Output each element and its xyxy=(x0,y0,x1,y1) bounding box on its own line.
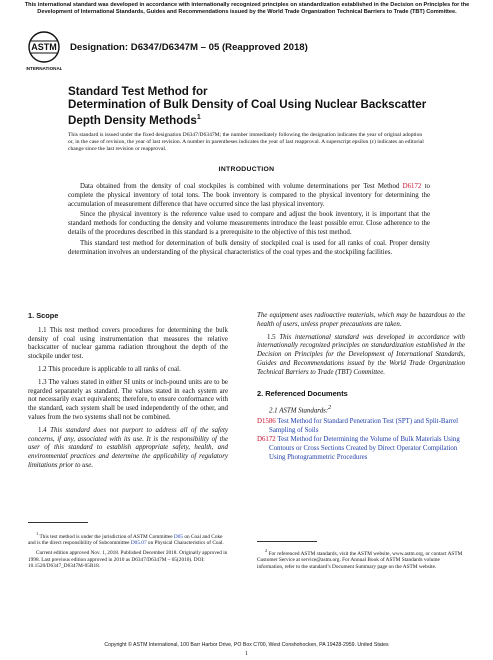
footnote-2-text: $^2$ For referenced ASTM standards, visit the ASTM website, www.astm.org, or contact ASTM Customer Service at service@astm.org. For Annual Book of ASTM Standards volume information, refer to the standard’s Document Summary page on the ASTM website. xyxy=(257,548,463,570)
intro-paragraph-1: Data obtained from the density of coal stockpiles is combined with volume determinations per Test Method D6172 to complete the physical inventory of total tons. The book inventory is compared to the physical inventory for determining the accumulation of measurement difference that have occurred since the last physical inventory. xyxy=(68,183,430,208)
scope-1-3: 1.3 The values stated in either SI units or inch-pound units are to be regarded separately as standard. The values stated in each system are not necessarily exact equivalents; therefore, to ensure conformance with the standard, each system shall be used independently of the other, and values from the two systems shall not be combined. xyxy=(28,378,228,421)
referenced-documents-heading: 2. Referenced Documents xyxy=(257,388,348,398)
intro-paragraph-2: Since the physical inventory is the reference value used to compare and adjust the book inventory, it is important that the standard methods for conducting the density and volume measurements introduce the least possible error. Close adherence to the details of the procedures described in this standard is a prerequisite to the objective of this test method. xyxy=(68,211,430,236)
footnote-1 xyxy=(28,531,228,573)
tbt-notice: This international standard was developed in accordance with internationally recognized principles on standardization established in the Decision on Principles for the Development of International Standards, Guides and Recommendations issued by the World Trade Organization Technical Barriers to Trade (TBT) Committee. xyxy=(24,2,470,15)
right-column xyxy=(257,312,465,462)
svg-text:ASTM: ASTM xyxy=(31,42,57,52)
footnote-1-edition: Current edition approved Nov. 1, 2018. Published December 2018. Originally approved in 1998. Last previous edition approved in 2010 as D6347/D6347M – 05(2010). DOI: 10.1520/D6347_D6347M-05R18. xyxy=(28,549,228,570)
svg-text:INTERNATIONAL: INTERNATIONAL xyxy=(26,66,62,71)
scope-heading: 1. Scope xyxy=(28,311,59,320)
d6172-link[interactable]: D6172 xyxy=(402,183,422,190)
astm-logo xyxy=(26,30,62,72)
subcommittee-d0507-link[interactable]: D05.07 xyxy=(130,540,147,547)
reference-d6172[interactable]: D6172 Test Method for Determining the Volume of Bulk Materials Using Contours or Cross Sections Created by Direct Operator Compilation Using Photogrammetric Procedures xyxy=(257,436,460,461)
issued-note: This standard is issued under the fixed designation D6347/D6347M; the number immediately following the designation indicates the year of original adoption or, in the case of revision, the year of last revision. A number in parentheses indicates the year of last reapproval. A superscript epsilon (ε) indicates an editorial change since the last revision or reapproval. xyxy=(68,132,424,153)
footnote-2 xyxy=(257,548,465,574)
intro-paragraph-3: This standard test method for determination of bulk density of stockpiled coal is used for all ranks of coal. Proper density determination involves an understanding of the physical characteristics of the coal types and the stockpiling facilities. xyxy=(68,239,430,256)
title-footnote-marker: 1 xyxy=(196,114,201,121)
scope-1-1: 1.1 This test method covers procedures for determining the bulk density of coal using instrumentation that measures the relative backscatter of nuclear gamma radiation throughout the depth of the stockpile under test. xyxy=(28,326,228,361)
reference-d1586[interactable]: D1586 Test Method for Standard Penetration Test (SPT) and Split-Barrel Sampling of Soils xyxy=(257,418,459,435)
scope-1-2: 1.2 This procedure is applicable to all ranks of coal. xyxy=(38,365,181,373)
introduction-heading: INTRODUCTION xyxy=(218,166,275,173)
designation: Designation: D6347/D6347M – 05 (Reapproved 2018) xyxy=(70,42,308,53)
copyright-line: Copyright © ASTM International, 100 Barr Harbor Drive, PO Box C700, West Conshohocken, PA 19428-2959. United States xyxy=(104,642,389,648)
title-line-2: Determination of Bulk Density of Coal Using Nuclear Backscatter Depth Density Methods$^1$ xyxy=(68,98,427,127)
scope-1-4: 1.4 This standard does not purport to address all of the safety concerns, if any, associated with its use. It is the responsibility of the user of this standard to establish appropriate safety, health, and environmental practices and determine the applicability of regulatory limitations prior to use. xyxy=(28,426,228,469)
astm-standards-subheading: 2.1 ASTM Standards:$^2$ xyxy=(269,405,332,415)
page-number: 1 xyxy=(245,651,248,657)
scope-1-5: 1.5 This international standard was developed in accordance with internationally recognized principles on standardization established in the Decision on Principles for the Development of International Standards, Guides and Recommendations issued by the World Trade Organization Technical Barriers to Trade (TBT) Committee. xyxy=(257,333,465,376)
title-line-1: Standard Test Method for xyxy=(68,85,208,98)
left-column xyxy=(28,312,228,475)
introduction-body xyxy=(68,183,430,259)
scope-1-4-continued: The equipment uses radioactive materials, which may be hazardous to the health of users, unless proper precautions are taken. xyxy=(257,312,465,328)
footnote-1-text: $^1$ This test method is under the jurisdiction of ASTM Committee D05 on Coal and Coke and is the direct responsibility of Subcommittee D05.07 on Physical Characteristics of Coal. xyxy=(28,531,224,547)
committee-d05-link[interactable]: D05 xyxy=(173,533,184,540)
document-title xyxy=(68,85,448,127)
footnote-rule-right xyxy=(257,541,317,542)
footnote-rule-left xyxy=(28,522,88,523)
